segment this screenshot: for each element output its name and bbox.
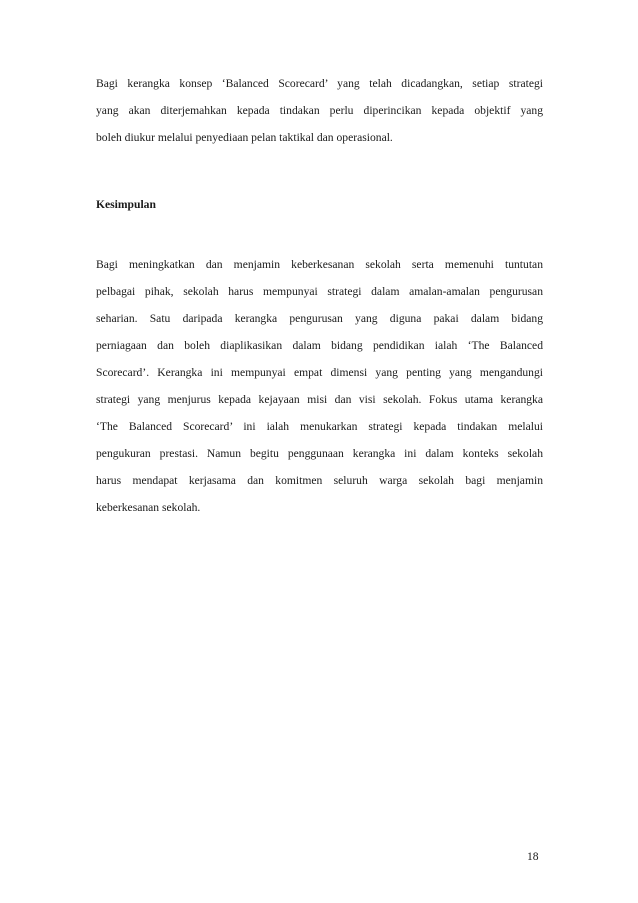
section-heading-kesimpulan: Kesimpulan [96, 198, 156, 211]
paragraph-line: harus mendapat kerjasama dan komitmen seluruh warga sekolah bagi menjamin [96, 474, 543, 487]
paragraph-line: yang akan diterjemahkan kepada tindakan perlu diperincikan kepada objektif yang [96, 104, 543, 117]
paragraph-kesimpulan [96, 256, 543, 526]
paragraph-line: Bagi kerangka konsep ‘Balanced Scorecard’ yang telah dicadangkan, setiap strategi [96, 77, 543, 90]
page-number: 18 [527, 850, 539, 863]
paragraph-line: Bagi meningkatkan dan menjamin keberkesanan sekolah serta memenuhi tuntutan [96, 258, 543, 271]
paragraph-line: seharian. Satu daripada kerangka pengurusan yang diguna pakai dalam bidang [96, 312, 543, 325]
paragraph-balanced-scorecard [96, 75, 543, 156]
paragraph-line: boleh diukur melalui penyediaan pelan taktikal dan operasional. [96, 131, 393, 144]
paragraph-line: perniagaan dan boleh diaplikasikan dalam bidang pendidikan ialah ‘The Balanced [96, 339, 543, 352]
paragraph-line: ‘The Balanced Scorecard’ ini ialah menukarkan strategi kepada tindakan melalui [96, 420, 543, 433]
paragraph-line: keberkesanan sekolah. [96, 501, 201, 514]
paragraph-line: pelbagai pihak, sekolah harus mempunyai strategi dalam amalan-amalan pengurusan [96, 285, 543, 298]
paragraph-line: strategi yang menjurus kepada kejayaan misi dan visi sekolah. Fokus utama kerangka [96, 393, 543, 406]
paragraph-line: pengukuran prestasi. Namun begitu penggunaan kerangka ini dalam konteks sekolah [96, 447, 543, 460]
paragraph-line: Scorecard’. Kerangka ini mempunyai empat dimensi yang penting yang mengandungi [96, 366, 543, 379]
